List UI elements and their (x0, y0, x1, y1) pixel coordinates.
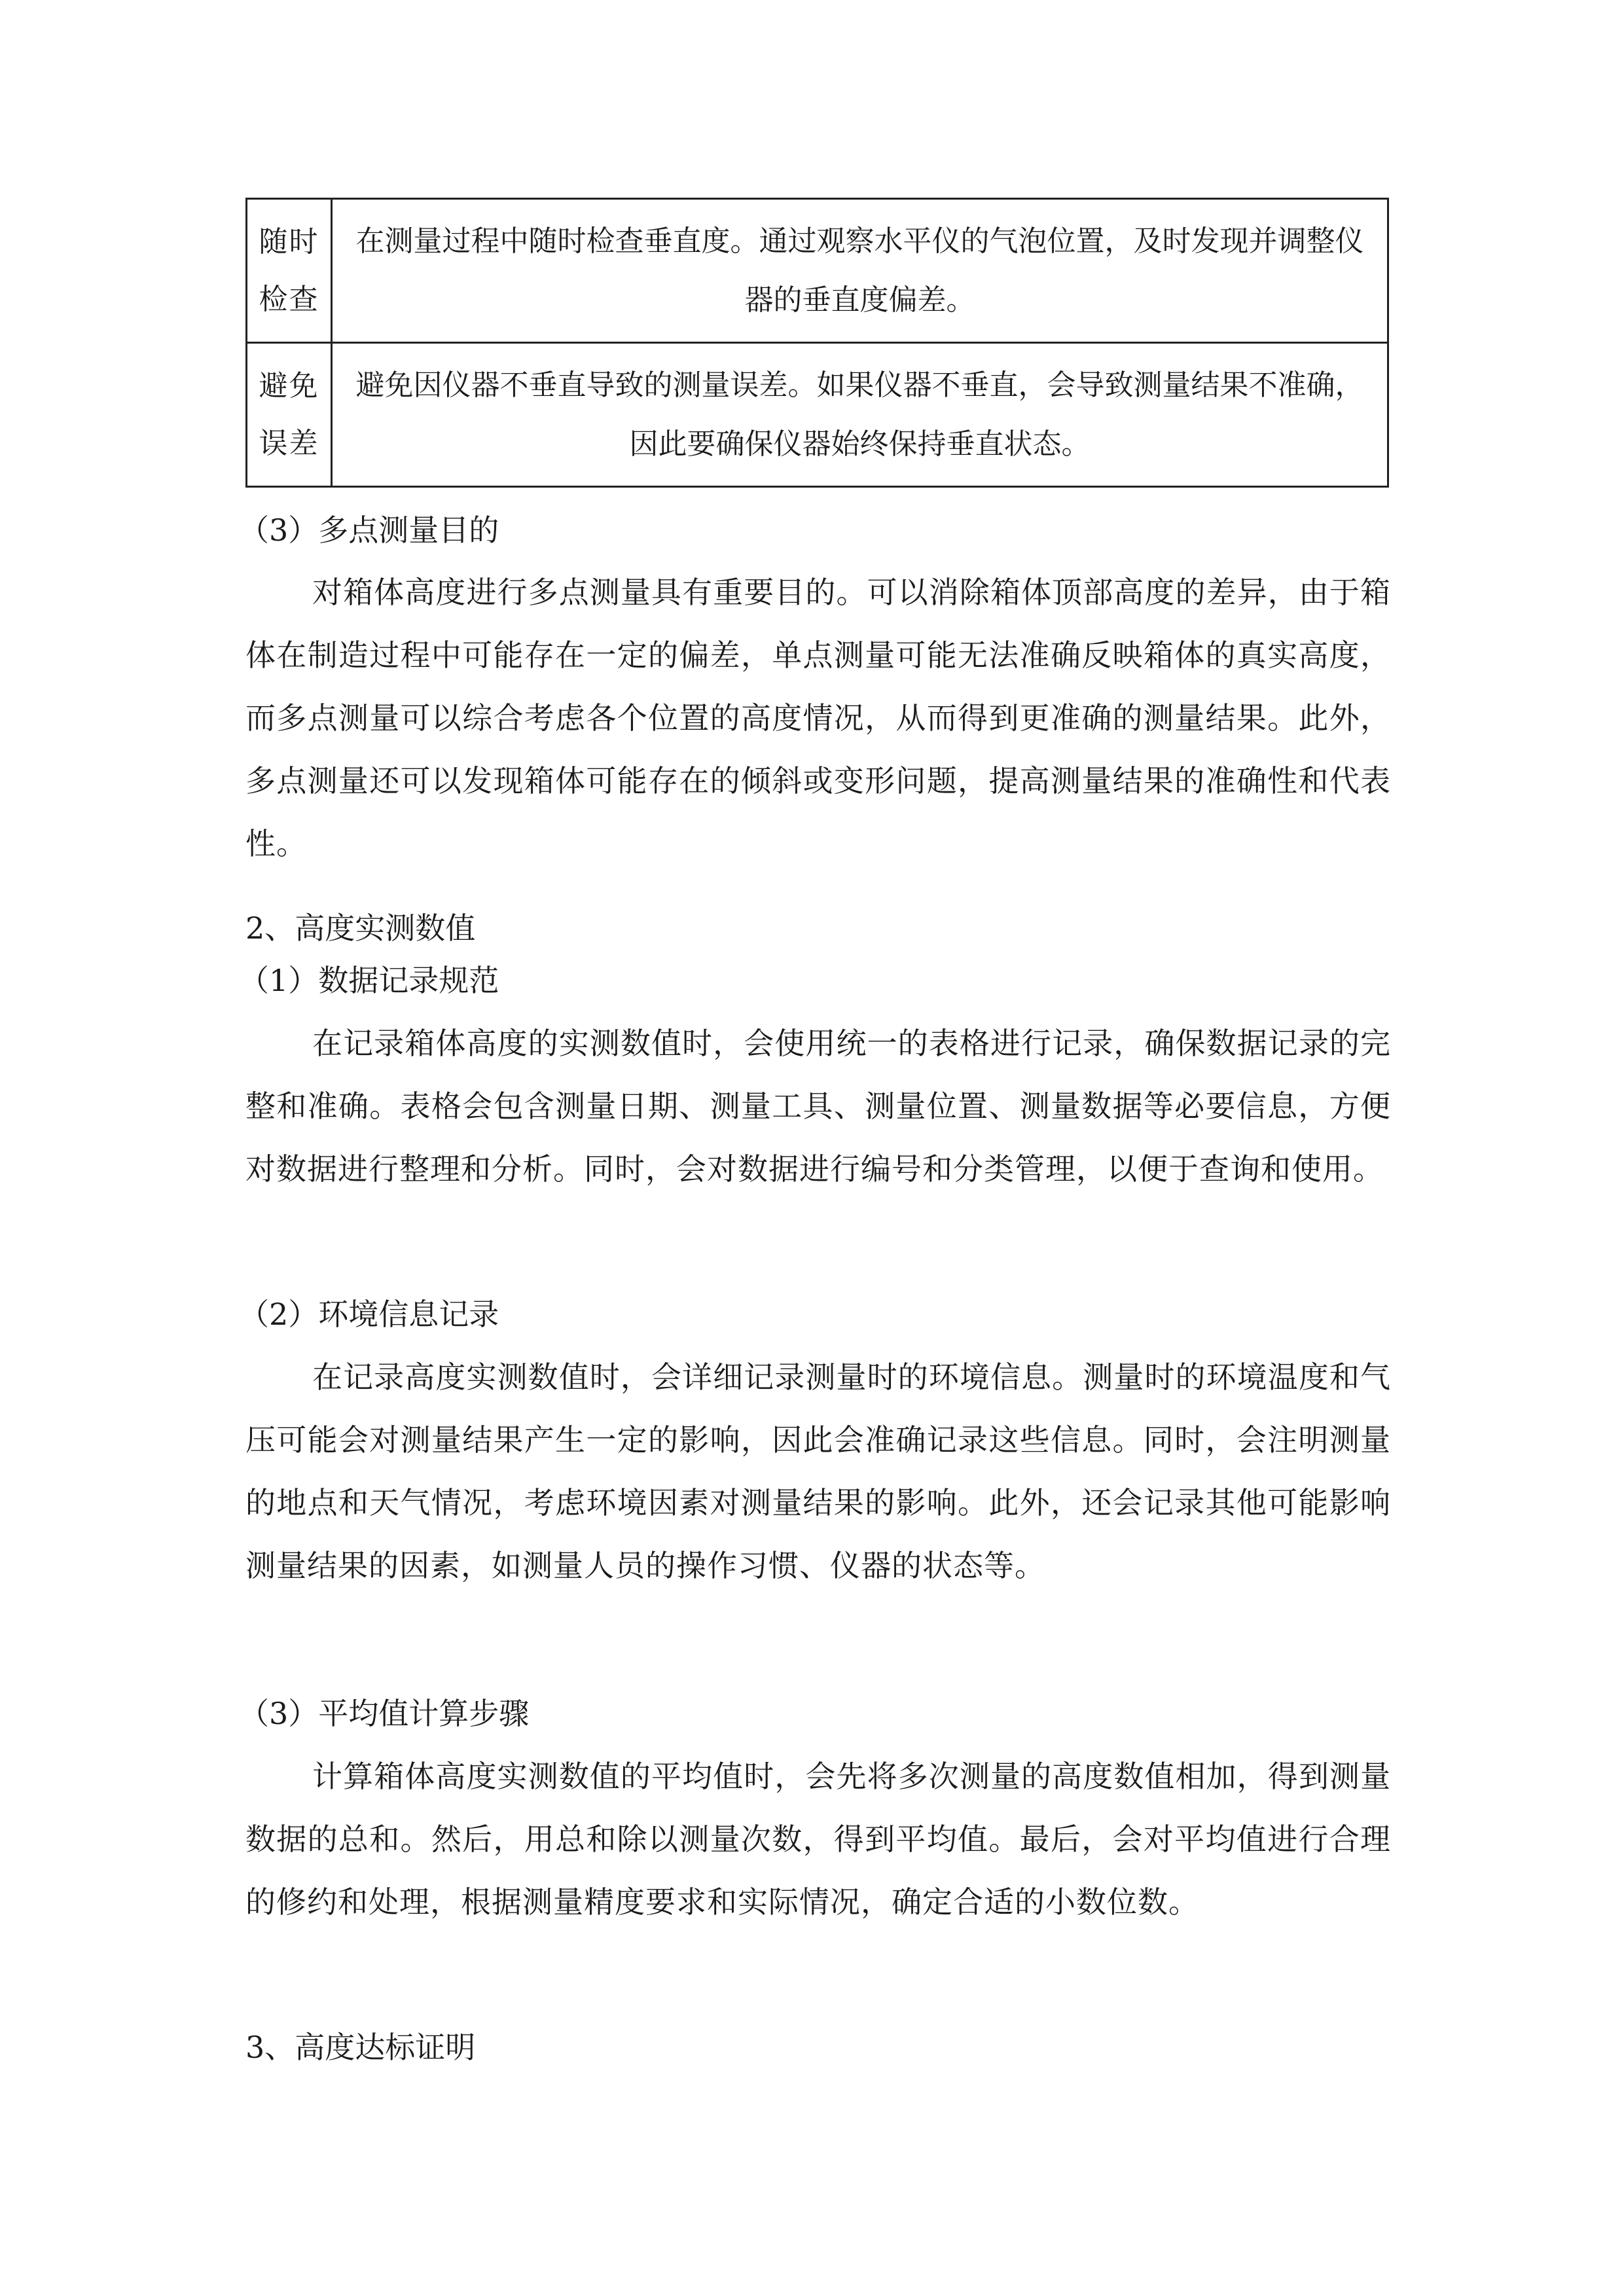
paragraph-data-record-spec: 在记录箱体高度的实测数值时，会使用统一的表格进行记录，确保数据记录的完整和准确。表格会包含测量日期、测量工具、测量位置、测量数据等必要信息，方便对数据进行整理和分析。同时，会对数据进行编号和分类管理，以便于查询和使用。 (245, 1026, 1391, 1187)
table-row (247, 343, 1388, 487)
row-label: 避免 误差 (247, 343, 332, 487)
subheading-data-record-spec: （1）数据记录规范 (239, 963, 499, 998)
subheading-environment-record: （2）环境信息记录 (239, 1297, 499, 1332)
table-row (247, 199, 1388, 343)
subheading-average-calculation: （3）平均值计算步骤 (239, 1696, 530, 1731)
paragraph-average-calculation: 计算箱体高度实测数值的平均值时，会先将多次测量的高度数值相加，得到测量数据的总和。然后，用总和除以测量次数，得到平均值。最后，会对平均值进行合理的修约和处理，根据测量精度要求和实际情况，确定合适的小数位数。 (245, 1759, 1391, 1920)
paragraph-environment-record: 在记录高度实测数值时，会详细记录测量时的环境信息。测量时的环境温度和气压可能会对测量结果产生一定的影响，因此会准确记录这些信息。同时，会注明测量的地点和天气情况，考虑环境因素对测量结果的影响。此外，还会记录其他可能影响测量结果的因素，如测量人员的操作习惯、仪器的状态等。 (245, 1359, 1391, 1583)
heading-height-compliance-proof: 3、高度达标证明 (245, 2030, 476, 2065)
paragraph-multi-point-purpose: 对箱体高度进行多点测量具有重要目的。可以消除箱体顶部高度的差异，由于箱体在制造过程中可能存在一定的偏差，单点测量可能无法准确反映箱体的真实高度，而多点测量可以综合考虑各个位置的高度情况，从而得到更准确的测量结果。此外，多点测量还可以发现箱体可能存在的倾斜或变形问题，提高测量结果的准确性和代表性。 (245, 575, 1391, 861)
row-label: 随时 检查 (247, 199, 332, 343)
subheading-multi-point-purpose: （3）多点测量目的 (239, 512, 499, 548)
check-table (245, 198, 1389, 488)
row-description: 在测量过程中随时检查垂直度。通过观察水平仪的气泡位置，及时发现并调整仪器的垂直度偏差。 (332, 199, 1388, 343)
heading-height-measured-values: 2、高度实测数值 (245, 910, 476, 946)
row-description: 避免因仪器不垂直导致的测量误差。如果仪器不垂直，会导致测量结果不准确，因此要确保仪器始终保持垂直状态。 (332, 343, 1388, 487)
